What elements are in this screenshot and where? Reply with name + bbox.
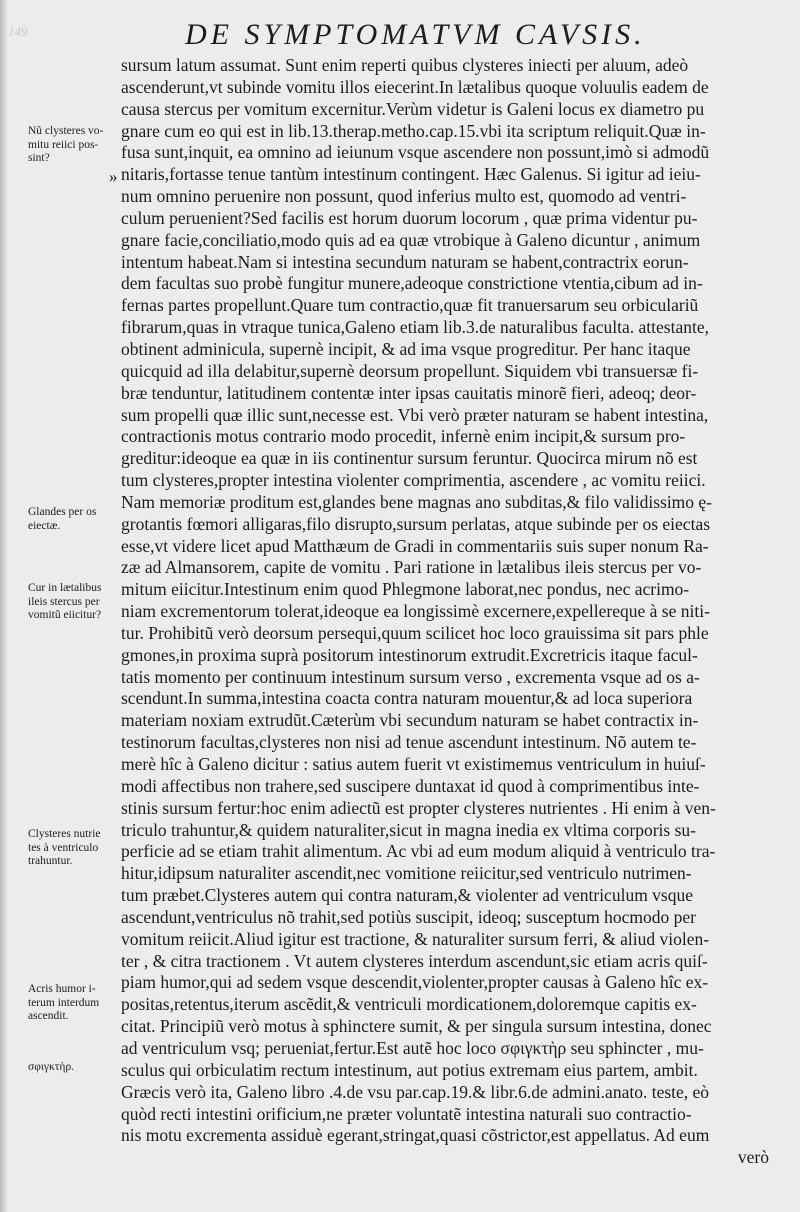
text-line: testinorum facultas,clysteres non nisi ad tenue ascendunt intestinum. Nõ autem te- <box>121 732 697 753</box>
margin-note-line: mitu reiici pos- <box>28 138 99 151</box>
text-line: tur. Prohibitũ verò deorsum persequi,quum scilicet hoc loco grauissima sit pars phle <box>121 622 709 643</box>
text-line: fusa sunt,inquit, ea omnino ad ieiunum vsque ascendere non possunt,imò si admodũ <box>121 142 710 163</box>
text-line: ad ventriculum vsq; perueniat,fertur.Est autẽ hoc loco σφιγκτὴρ seu sphincter , mu- <box>121 1037 704 1058</box>
text-line: gmones,in proxima suprà positorum intestinorum extrudit.Excretricis itaque facul- <box>121 644 698 665</box>
main-text-column <box>121 55 785 1169</box>
text-line: Nam memoriæ proditum est,glandes bene magnas ano subditas,& filo validissimo ę- <box>121 491 713 512</box>
text-line: nitaris,fortasse tenue tantùm intestinum contingent. Hæc Galenus. Si igitur ad ieiu- <box>121 164 701 185</box>
text-line: citat. Principiũ verò motus à sphinctere sumit, & per singula sursum intestina, donec <box>121 1016 712 1037</box>
text-line: sursum latum assumat. Sunt enim reperti quibus clysteres iniecti per aluum, adeò <box>121 55 689 75</box>
text-line: quicquid ad illa delabitur,supernè deorsum propellunt. Siquidem vbi transuersæ fi- <box>121 360 699 381</box>
text-line: fernas partes propellunt.Quare tum contractio,quæ fit tranuersarum seu orbiculariũ <box>121 295 699 316</box>
text-line: ascendunt,ventriculus nõ trahit,sed potiùs suscipit, ideoq; susceptum hocmodo per <box>121 906 696 927</box>
text-line: ascenderunt,vt subinde vomitu illos eiecerint.In lætalibus quoque voluulis eadem de <box>121 76 709 97</box>
text-line: greditur:ideoque ea quæ in iis continentur sursum feruntur. Quocirca mirum nõ est <box>121 448 698 469</box>
text-line: tatis momento per continuum intestinum sursum verso , excrementa vsque ad os a- <box>121 666 700 687</box>
text-line: modi affectibus non trahere,sed suscipere duntaxat id quod à comprimentibus inte- <box>121 775 700 796</box>
text-line: causa stercus per vomitum excernitur.Verùm videtur is Galeni locus ex diametro pu <box>121 98 705 119</box>
text-line: nis motu excrementa assiduè egerant,stringat,quasi cõstrictor,est appellatus. Ad eum <box>121 1125 710 1146</box>
text-line: culum peruenient?Sed facilis est horum duorum locorum , quæ prima videntur pu- <box>121 207 698 228</box>
text-line: fibrarum,quas in vtraque tunica,Galeno etiam lib.3.de naturalibus faculta. attestante, <box>121 317 709 338</box>
text-line: tum præbet.Clysteres autem qui contra naturam,& violenter ad ventriculum vsque <box>121 885 694 906</box>
text-line: sculus qui orbiculatim rectum intestinum, aut potius extremam eius partem, ambit. <box>121 1059 698 1080</box>
text-line: piam humor,qui ad sedem vsque descendit,violenter,propter causas à Galeno hîc ex- <box>121 972 709 993</box>
text-line: contractionis motus contrario modo procedit, infernè enim incipit,& sursum pro- <box>121 426 686 447</box>
text-line: vomitum reiicit.Aliud igitur est tractione, & naturaliter sursum ferri, & aliud violen- <box>121 928 710 949</box>
margin-note-line: Glandes per os <box>28 506 97 518</box>
text-line: dem facultas suo probè fungitur munere,adeoque constrictione vtentia,cibum ad in- <box>121 273 703 294</box>
text-line: triculo trahuntur,& quidem naturaliter,sicut in magna inedia ex vltima corporis su- <box>121 819 696 840</box>
text-line: mitum eiicitur.Intestinum enim quod Phlegmone laborat,nec pondus, nec acrimo- <box>121 579 690 600</box>
margin-note-sphincter-greek <box>28 1061 124 1075</box>
margin-note-line: ileis stercus per <box>28 595 100 608</box>
margin-note-line: trahuntur. <box>28 855 73 867</box>
text-line: hitur,idipsum naturaliter ascendit,nec vomitione reiicitur,sed ventriculo nutrimen- <box>121 863 692 884</box>
margin-note-line: Clysteres nutrie <box>28 828 101 840</box>
text-line: intentum habeat.Nam si intestina secundum naturam se habent,contractrix eorun- <box>121 251 689 272</box>
margin-note-glandes <box>28 506 124 533</box>
margin-note-line: vomitũ eiicitur? <box>28 609 102 621</box>
margin-note-laetalibus-ileis <box>28 582 124 623</box>
text-line: zæ ad Almansorem, capite de vomitu . Pari ratione in lætalibus ileis stercus per vo- <box>121 557 702 578</box>
faint-page-number: 149 <box>8 24 28 39</box>
margin-note-line: sint? <box>28 152 50 164</box>
quotation-mark: » <box>109 167 118 186</box>
text-line: bræ tenduntur, latitudinem contentæ inter ipsas cauitatis minorẽ fieri, adeoq; deor- <box>121 382 697 403</box>
margin-note-line: tes à ventriculo <box>28 841 99 854</box>
text-line: obtinent adminicula, supernè incipit, & ad ima vsque progreditur. Per hanc itaque <box>121 338 691 359</box>
text-line: verò <box>737 1147 769 1168</box>
running-title: DE SYMPTOMATVM CAVSIS. <box>185 18 646 51</box>
margin-note-line: Acris humor i- <box>28 983 96 995</box>
margin-note-line: Nũ clysteres vo- <box>28 125 104 137</box>
text-line: grotantis fœmori alligaras,filo disrupto,sursum perlatas, atque subinde per os eiectas <box>121 513 711 534</box>
text-line: esse,vt videre licet apud Matthæum de Gradi in commentariis suis super nonum Ra- <box>121 535 709 556</box>
margin-note-clysteres-vomitu <box>28 125 124 166</box>
text-line: num omnino peruenire non possunt, quod inferius multo est, quomodo ad ventri- <box>121 186 687 207</box>
text-line: gnare cum eo qui est in lib.13.therap.metho.cap.15.vbi ita scriptum reliquit.Quæ in- <box>121 120 706 141</box>
margin-note-acris-humor <box>28 983 124 1024</box>
text-line: ter , & citra tractionem . Vt autem clysteres interdum ascendunt,sic etiam acris quiſ- <box>121 950 708 971</box>
text-line: gnare facie,conciliatio,modo quis ad ea quæ vtrobique à Galeno dicuntur , animum <box>121 229 701 250</box>
text-line: positas,retentus,iterum ascẽdit,& ventriculi mordicationem,doloremque capitis ex- <box>121 994 697 1015</box>
margin-note-line: ascendit. <box>28 1010 69 1022</box>
text-line: tum clysteres,propter intestina violenter comprimentia, ascendere , ac vomitu reiici. <box>121 470 706 491</box>
margin-note-line: σφιγκτὴρ. <box>28 1061 75 1073</box>
text-line: niam excrementorum tolerat,ideoque ea longissimè excernere,expellereque à se niti- <box>121 601 710 622</box>
margin-note-line: Cur in lætalibus <box>28 582 102 594</box>
text-line: scendunt.In summa,intestina coacta contra naturam mouentur,& ad loca superiora <box>121 688 693 709</box>
margin-note-line: terum interdum <box>28 996 100 1009</box>
text-line: quòd recti intestini orificium,ne præter voluntatẽ intestina naturali suo contractio- <box>121 1103 692 1124</box>
margin-note-line: eiectæ. <box>28 519 61 532</box>
text-line: Græcis verò ita, Galeno libro .4.de vsu par.cap.19.& libr.6.de admini.anato. teste, eò <box>121 1081 710 1102</box>
text-line: sum propelli quæ illic sunt,necesse est. Vbi verò præter naturam se habent intestina, <box>121 404 709 425</box>
text-line: materiam noxiam extrudũt.Cæterùm vbi secundum naturam se habet contractix in- <box>121 710 699 731</box>
text-line: perficie ad se etiam trahit alimentum. Ac vbi ad eum modum aliquid à ventriculo tra- <box>121 841 716 862</box>
text-line: merè hîc à Galeno dicitur : satius autem fuerit vt existimemus ventriculum in huiuſ- <box>121 754 706 774</box>
page-gutter-shadow <box>0 0 8 1212</box>
margin-note-clysteres-nutrientes <box>28 828 124 869</box>
text-line: stinis sursum fertur:hoc enim adiectũ est propter clysteres nutrientes . Hi enim à ven- <box>121 797 716 818</box>
